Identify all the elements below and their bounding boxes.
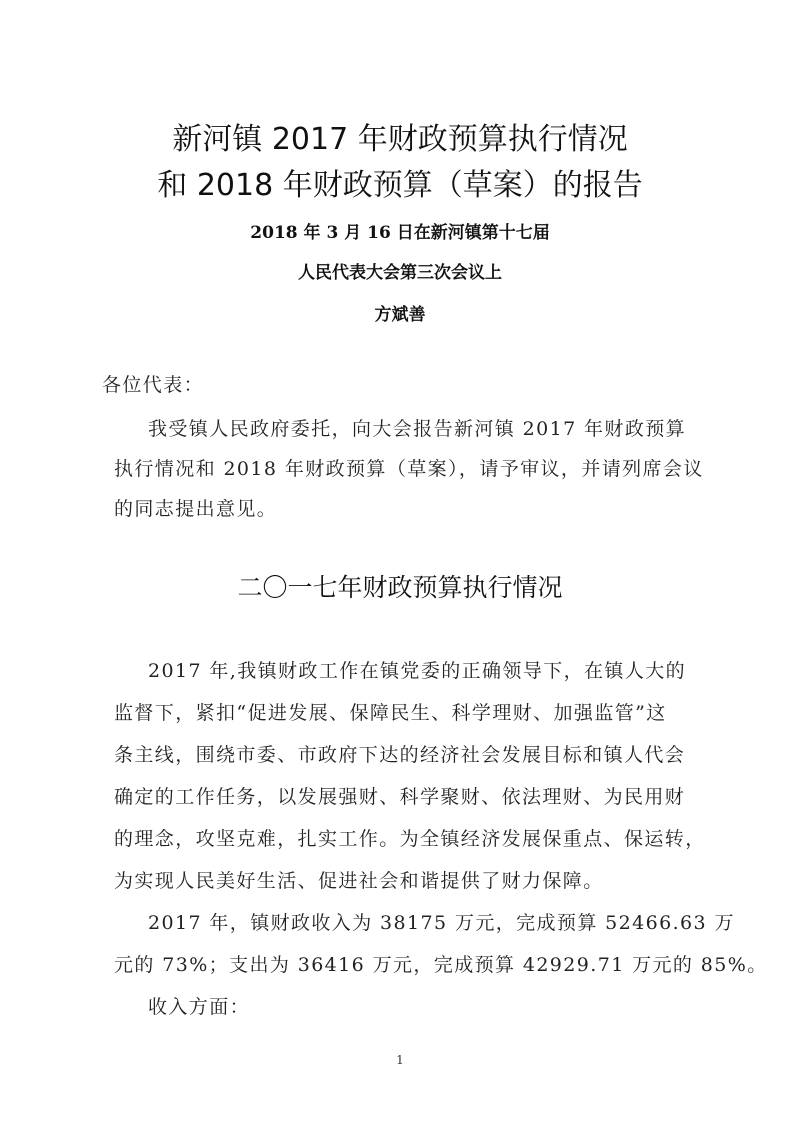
section-heading: 二〇一七年财政预算执行情况 bbox=[237, 573, 563, 602]
paragraph-line: 确定的工作任务，以发展强财、科学聚财、依法理财、为民用财 bbox=[114, 786, 686, 808]
paragraph-line: 条主线，围绕市委、市政府下达的经济社会发展目标和镇人代会 bbox=[114, 744, 686, 766]
intro-line: 执行情况和 2018 年财政预算（草案），请予审议，并请列席会议 bbox=[114, 458, 704, 480]
page-number: 1 bbox=[396, 1053, 404, 1067]
intro-line: 我受镇人民政府委托，向大会报告新河镇 2017 年财政预算 bbox=[148, 418, 687, 440]
paragraph-line: 为实现人民美好生活、促进社会和谐提供了财力保障。 bbox=[114, 870, 604, 892]
report-title-line-1: 新河镇 2017 年财政预算执行情况 bbox=[172, 122, 628, 157]
paragraph-line: 2017 年，镇财政收入为 38175 万元，完成预算 52466.63 万 bbox=[148, 912, 735, 934]
meeting-info-line-1: 2018 年 3 月 16 日在新河镇第十七届 bbox=[250, 223, 550, 243]
meeting-info-line-2: 人民代表大会第三次会议上 bbox=[298, 263, 502, 283]
paragraph-line: 元的 73%；支出为 36416 万元，完成预算 42929.71 万元的 85%。 bbox=[114, 954, 768, 976]
intro-line: 的同志提出意见。 bbox=[114, 498, 278, 520]
report-title-line-2: 和 2018 年财政预算（草案）的报告 bbox=[157, 168, 643, 203]
author-name: 方斌善 bbox=[374, 305, 426, 325]
salutation: 各位代表： bbox=[102, 374, 205, 396]
paragraph-line: 2017 年,我镇财政工作在镇党委的正确领导下，在镇人大的 bbox=[148, 660, 687, 682]
paragraph-line: 的理念，攻坚克难，扎实工作。为全镇经济发展保重点、保运转， bbox=[114, 828, 706, 850]
revenue-subheading: 收入方面： bbox=[148, 996, 251, 1018]
paragraph-line: 监督下，紧扣“促进发展、保障民生、科学理财、加强监管”这 bbox=[114, 702, 667, 724]
